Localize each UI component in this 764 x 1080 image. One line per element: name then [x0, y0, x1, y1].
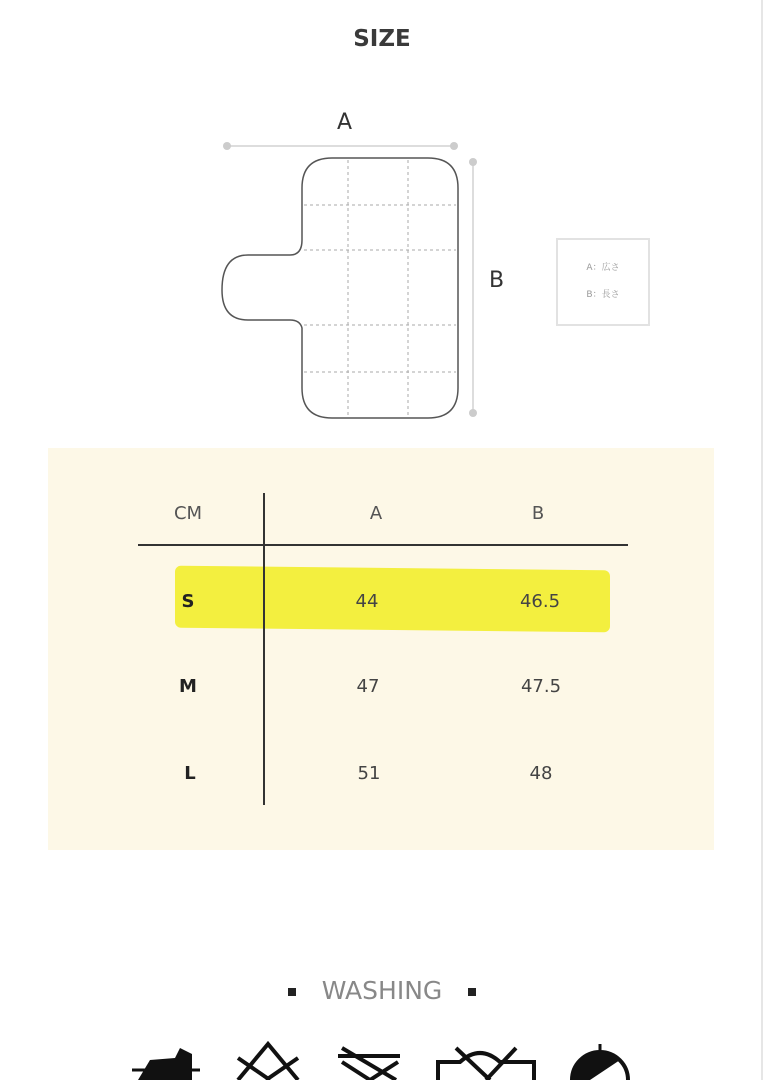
legend-a: A：広さ	[586, 263, 620, 273]
table-header-divider	[138, 544, 628, 546]
no-bleach-icon	[238, 1044, 298, 1080]
iron-low-icon	[572, 1044, 628, 1080]
row-size: S	[181, 591, 195, 612]
mat-outline	[222, 158, 458, 418]
product-diagram	[0, 0, 764, 440]
legend-box	[556, 238, 650, 326]
table-vertical-divider	[263, 493, 265, 805]
row-b: 47.5	[520, 676, 562, 697]
dimension-a-line	[223, 142, 458, 150]
row-b: 48	[529, 763, 553, 784]
no-dry-clean-icon	[438, 1048, 534, 1080]
washing-heading	[0, 976, 764, 1005]
care-icons	[120, 1040, 640, 1080]
row-size: M	[179, 676, 197, 697]
row-size: L	[184, 763, 196, 784]
washing-title: WASHING	[321, 976, 443, 1005]
dimension-a-label: A	[337, 110, 353, 135]
no-tumble-dry-icon	[338, 1048, 400, 1080]
legend-b: B：長さ	[586, 290, 620, 300]
page-title: SIZE	[353, 26, 411, 52]
hand-wash-icon	[132, 1048, 200, 1080]
row-a: 51	[357, 763, 381, 784]
header-a: A	[369, 503, 383, 524]
dimension-b-line	[469, 158, 477, 417]
row-b: 46.5	[519, 591, 561, 612]
row-a: 44	[355, 591, 379, 612]
bullet-icon	[468, 988, 476, 996]
dimension-b-label: B	[489, 268, 505, 293]
header-cm: CM	[173, 503, 203, 524]
bullet-icon	[288, 988, 296, 996]
header-b: B	[531, 503, 545, 524]
row-a: 47	[356, 676, 380, 697]
